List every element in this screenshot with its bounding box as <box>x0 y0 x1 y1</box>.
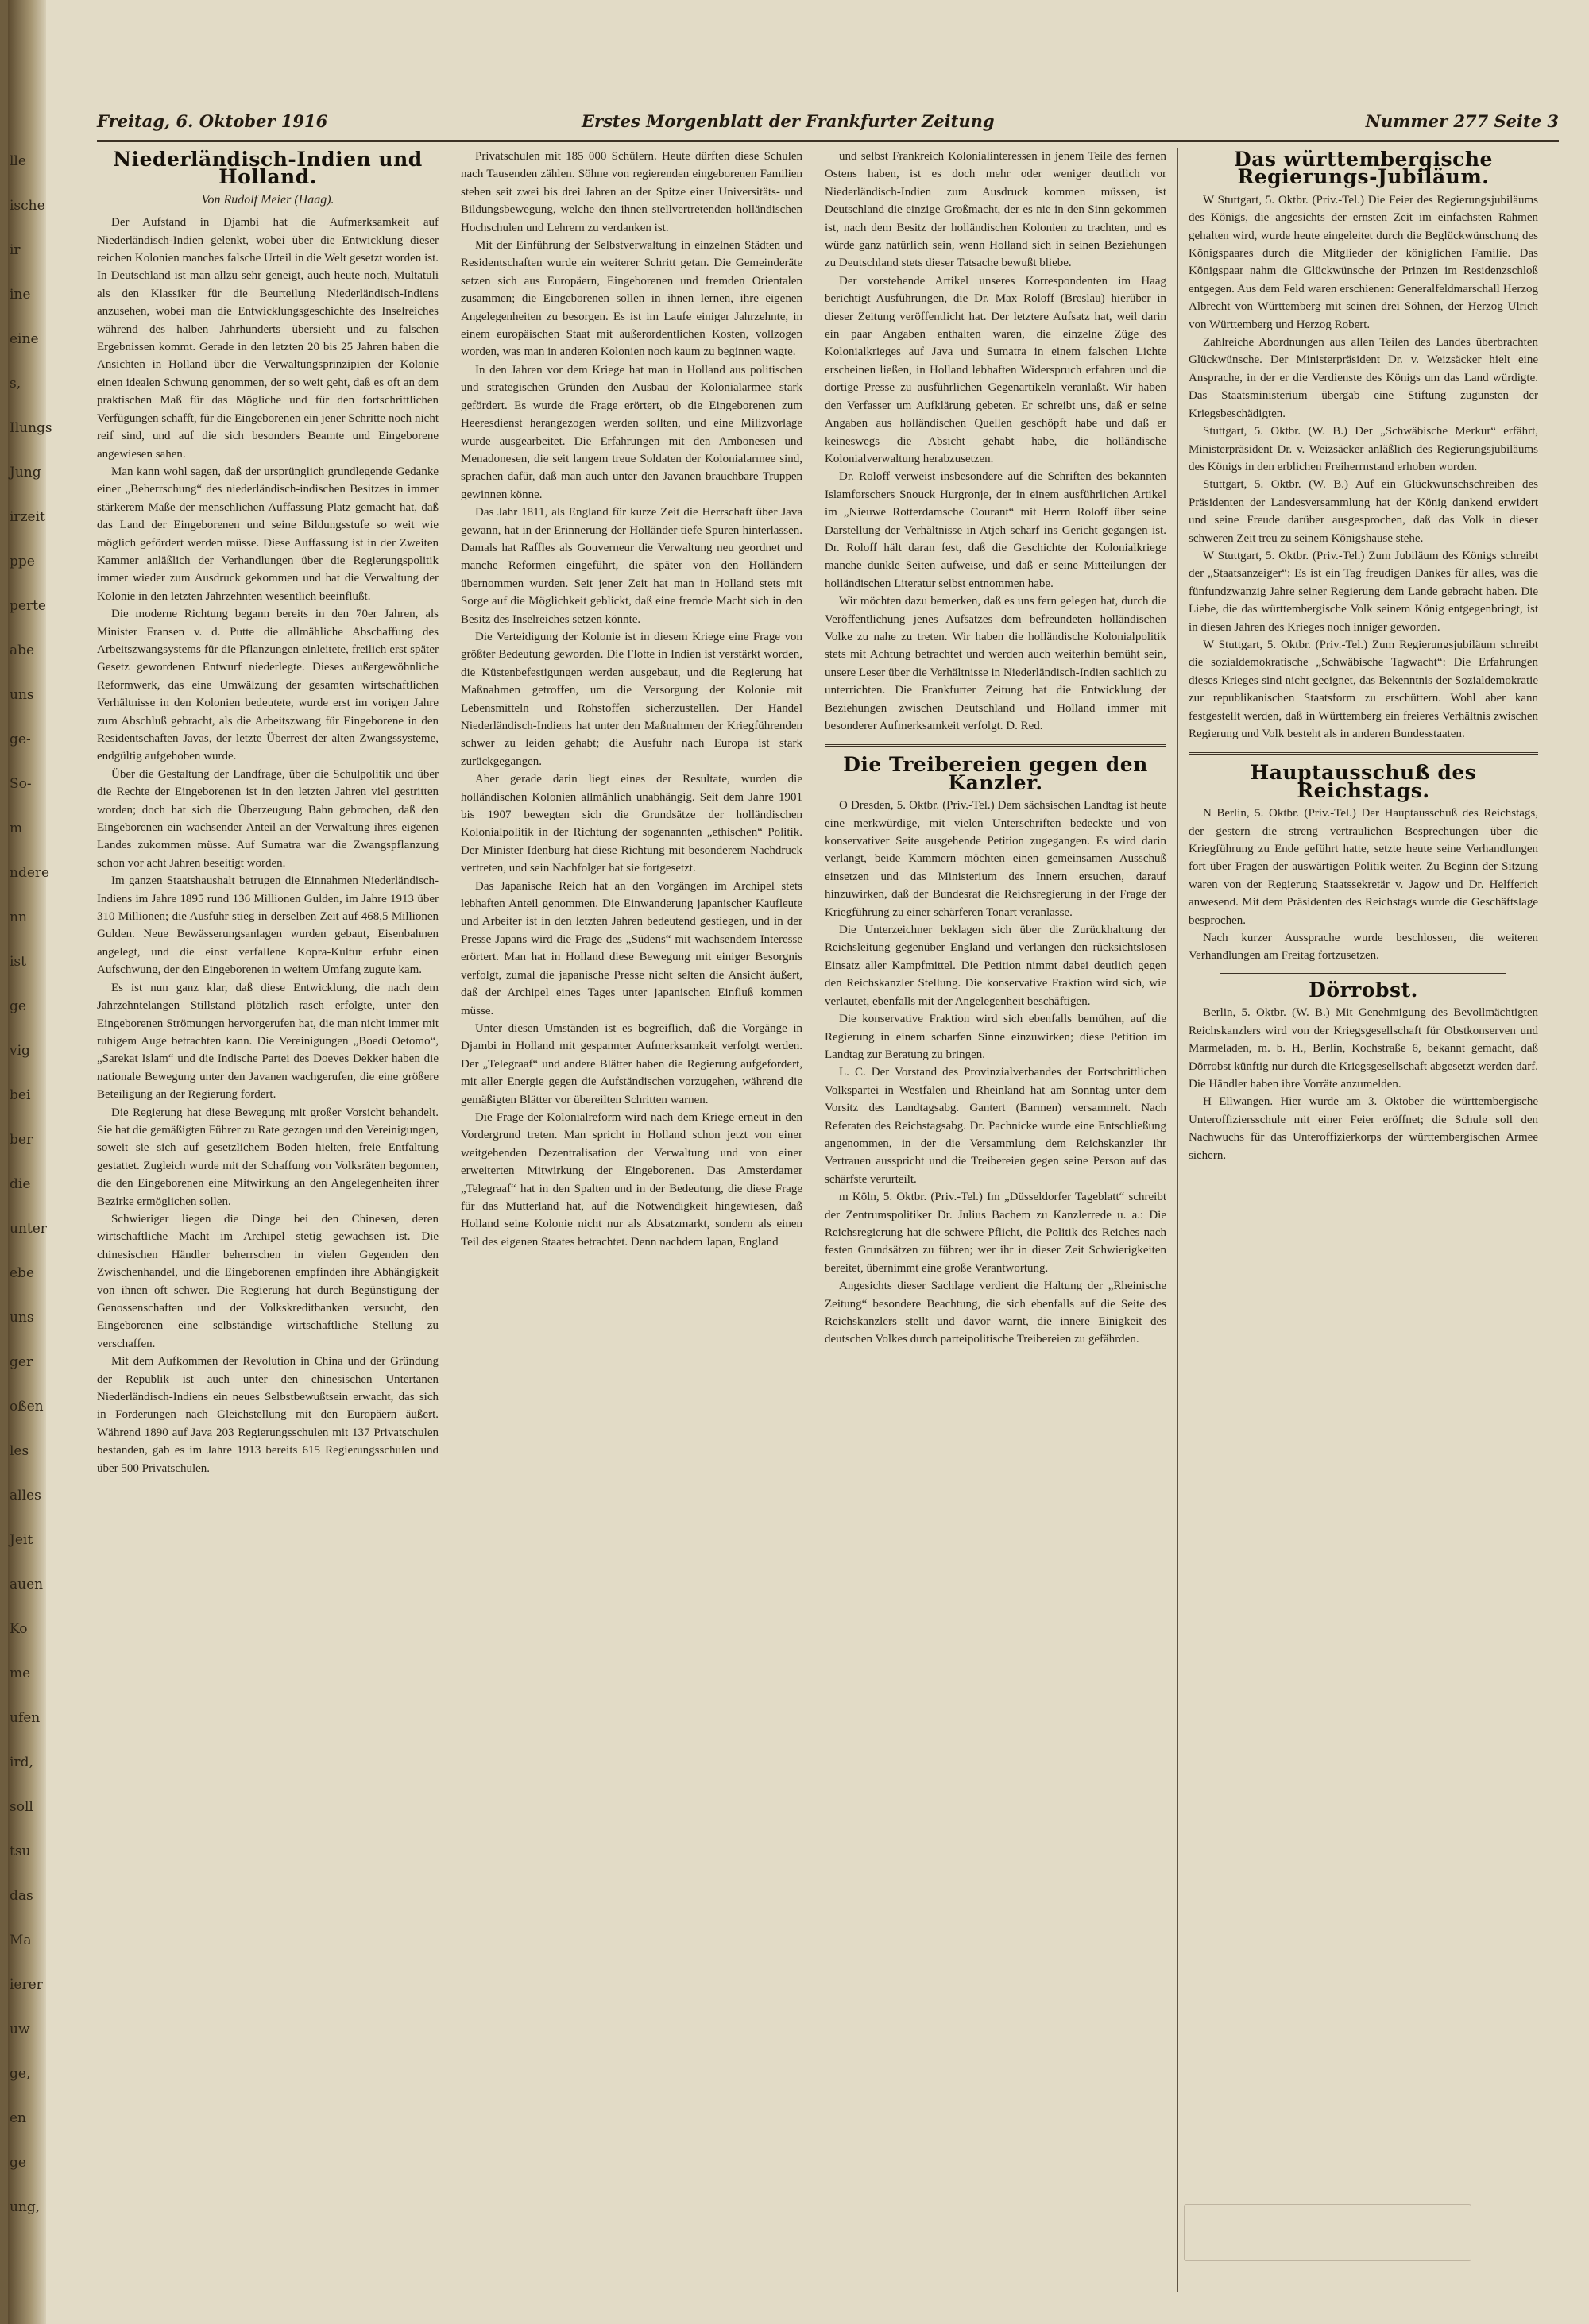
gutter-fragment: ird, <box>10 1755 33 1770</box>
gutter-fragment: Jung <box>10 465 41 481</box>
paragraph: Nach kurzer Aussprache wurde beschlossen, die weiteren Verhandlungen am Freitag fortzusetzen. <box>1189 932 1538 963</box>
gutter-fragment: me <box>10 1666 31 1681</box>
paragraph: Die Unterzeichner beklagen sich über die Zurückhaltung der Reichsleitung gegenüber England und verlangen den rücksichtslosen Einsatz aller Kampfmittel. Die Petition nimmt dabei deutlich gegen den Reichskanzler Stellung. Die konservative Fraktion wird sich, wie verlautet, ebenfalls mit der Angelegenheit beschäftigen. <box>825 924 1166 1008</box>
paragraph: m Köln, 5. Oktbr. (Priv.-Tel.) Im „Düsseldorfer Tageblatt“ schreibt der Zentrumspolitiker Dr. Julius Bachem zu Kanzlerrede u. a.: Die Reichsregierung hat die schwere Pflicht, die Politik des Reiches nach festen Grundsätzen zu führen; wer ihr in dieser Zeit Schwierigkeiten bereitet, übernimmt eine große Verantwortung. <box>825 1191 1166 1275</box>
gutter-fragment: auen <box>10 1577 44 1592</box>
gutter-fragment: ine <box>10 287 31 303</box>
gutter-fragment: ist <box>10 954 26 970</box>
article-headline: Das württembergische Regierungs-Jubiläum. <box>1234 148 1493 189</box>
gutter-fragment: abe <box>10 643 35 658</box>
paragraph: Schwieriger liegen die Dinge bei den Chinesen, deren wirtschaftliche Macht im Archipel stetig gewachsen ist. Die chinesischen Händler beherrschen in vielen Gegenden den Zwischenhandel, und die Eingeborenen empfinden ihre Abhängigkeit von ihnen oft schwer. Die Regierung hat durch Begünstigung der Genossenschaften und der Volkskreditbanken versucht, den Eingeborenen eine selbständige wirtschaftliche Stellung zu verschaffen. <box>97 1212 439 1350</box>
article-body <box>825 797 1166 1349</box>
paragraph: Privatschulen mit 185 000 Schülern. Heute dürften diese Schulen nach Tausenden zählen. Söhne von regierenden eingeborenen Familien stehen seit zwei bis drei Jahren an der Spitze einer Universitäts- und Bildungsbewegung, welche den ihnen stellvertretenden holländischen Hochschulen und Lehrern zu verdanken ist. <box>461 150 802 234</box>
gutter-fragment: en <box>10 2110 27 2126</box>
gutter-fragment: ebe <box>10 1265 35 1281</box>
masthead <box>97 111 1559 142</box>
gutter-fragment: Ko <box>10 1621 28 1637</box>
gutter-fragment: nn <box>10 909 27 925</box>
gutter-fragment: ger <box>10 1354 33 1370</box>
gutter-fragment: irzeit <box>10 509 45 525</box>
gutter-fragment: eine <box>10 331 39 347</box>
gutter-fragment: ge <box>10 2155 26 2171</box>
paragraph: Das Jahr 1811, als England für kurze Zeit die Herrschaft über Java gewann, hat in der Erinnerung der Holländer tiefe Spuren hinterlassen. Damals hat Raffles als Gouverneur die Verwaltung neu geordnet und manche Reformen eingeführt, die später von den Holländern übernommen wurden. Seit jener Zeit hat man in Holland stets mit Sorge auf die Möglichkeit geblickt, daß eine fremde Macht sich in den Besitz des Inselreiches setzen könnte. <box>461 506 802 626</box>
paragraph: Es ist nun ganz klar, daß diese Entwicklung, die nach dem Jahrzehntelangen Stillstand plötzlich rasch erfolgte, unter den Eingeborenen Strömungen hervorgerufen hat, die man nicht immer mit ruhigem Auge betrachten kann. Die Vereinigungen „Boedi Oetomo“, „Sarekat Islam“ und die Indische Partei des Doeves Dekker haben die nationale Bewegung unter den Javanen wachgerufen, die eine größere Beteiligung an der Regierung fordert. <box>97 981 439 1102</box>
article-body <box>825 148 1166 735</box>
gutter-fragment: So- <box>10 776 32 792</box>
gutter-fragment: Ma <box>10 1932 32 1948</box>
gutter-fragment: oßen <box>10 1399 44 1415</box>
paragraph: Dr. Roloff verweist insbesondere auf die Schriften des bekannten Islamforschers Snouck Hurgronje, der in einem ausführlichen Artikel im „Nieuwe Rotterdamsche Courant“ mit Herrn Roloff über seine Darstellung der Verhältnisse in Atjeh scharf ins Gericht gegangen ist. Dr. Roloff hält daran fest, daß die Geschichte der Kolonialkriege manche dunkle Seiten aufweise, und daß er seine Mitteilungen der holländischen Literatur selbst entnommen habe. <box>825 470 1166 590</box>
gutter-fragment: s, <box>10 376 21 392</box>
paragraph: Die konservative Fraktion wird sich ebenfalls bemühen, auf die Regierung in einem scharfen Sinne einzuwirken; diese Petition im Landtag zur Beratung zu bringen. <box>825 1013 1166 1061</box>
paragraph: Aber gerade darin liegt eines der Resultate, wurden die holländischen Kolonien allmählich unabhängig. Seit dem Jahre 1901 bis 1907 bewegten sich die Grundsätze der holländischen Kolonialpolitik in der Richtung der sogenannten „ethischen“ Politik. Der Minister Idenburg hat diese Richtung mit besonderem Nachdruck vertreten, und sein Nachfolger hat sie fortgesetzt. <box>461 773 802 875</box>
paragraph: W Stuttgart, 5. Oktbr. (Priv.-Tel.) Zum Regierungsjubiläum schreibt die sozialdemokratische „Schwäbische Tagwacht“: Die Erfahrungen dieses Krieges sind nicht geeignet, das Bekenntnis der Sozialdemokratie zur republikanischen Staatsform zu erschüttern. Wohl aber kann festgestellt werden, daß in Württemberg ein freieres Verhältnis zwischen Regierung und Volk besteht als in anderen Bundesstaaten. <box>1189 638 1538 740</box>
article-headline: Die Treibereien gegen den Kanzler. <box>843 753 1148 794</box>
paragraph: Die Frage der Kolonialreform wird nach dem Kriege erneut in den Vordergrund treten. Man spricht in Holland schon jetzt von einer weitgehenden Dezentralisation der Verwaltung und von einer erweiterten Mitwirkung der Eingeborenen. Das Amsterdamer „Telegraaf“ hat in den Spalten und in der Bedeutung, die diese Frage für das Mutterland hat, auf die Notwendigkeit hingewiesen, daß Holland seine Kolonie nicht nur als Absatzmarkt, sondern als einen Teil des eigenen Staates betrachtet. Denn nachdem Japan, England <box>461 1110 802 1249</box>
paragraph: Der Aufstand in Djambi hat die Aufmerksamkeit auf Niederländisch-Indien gelenkt, wobei über die Entwicklung dieser reichen Kolonien manches falsche Urteil in die Welt gesetzt worden ist. In Deutschland ist man allzu sehr geneigt, auch heute noch, Multatuli als den Klassiker für die Beurteilung Niederländisch-Indiens anzusehen, wobei man die Entwicklungsgeschichte des Inselreiches während des halben Jahrhunderts übersieht und zu falschen Ergebnissen kommt. Gerade in den letzten 20 bis 25 Jahren haben die Ansichten in Holland über die Verwaltungsprinzipien der Kolonie einen idealen Schwung genommen, der so weit geht, daß es oft an dem praktischen Maß für das Mögliche und für den fortschrittlichen Verfügungen schafft, für die Eingeborenen ein jener Schritte noch nicht reif sind, und auf die sich besonders Beamte und Eingeborene angewiesen sahen. <box>97 216 439 461</box>
paragraph: Der vorstehende Artikel unseres Korrespondenten im Haag berichtigt Ausführungen, die Dr. Max Roloff (Breslau) hierüber in dieser Zeitung veröffentlicht hat. Der letztere Aufsatz hat, weil darin ein paar Angaben enthalten waren, die einzelne Züge des Kolonialkrieges auf Java und Sumatra in einem falschen Lichte erscheinen ließen, in Holland lebhaften Widerspruch erfahren und die dortige Presse zu ausführlichen Gegenartikeln veranlaßt. Wir haben den Verfasser um Aufklärung gebeten. Er schreibt uns, daß er seine Angaben aus holländischen Quellen geschöpft habe und daß er keineswegs die Absicht gehabt habe, die holländische Kolonialverwaltung herabzusetzen. <box>825 274 1166 465</box>
gutter-fragment: unter <box>10 1221 47 1237</box>
paragraph: W Stuttgart, 5. Oktbr. (Priv.-Tel.) Die Feier des Regierungsjubiläums des Königs, die angesichts der ernsten Zeit im einfachsten Rahmen gehalten wird, wurde heute eingeleitet durch die Beglückwünschung des Königspaares durch die Mitglieder der königlichen Familie. Das Königspaar nahm die Glückwünsche der Prinzen im Residenzschloß entgegen. Aus dem Feld waren erschienen: Generalfeldmarschall Herzog Albrecht von Württemberg mit seinen drei Söhnen, der Herzog Ulrich von Württemberg und Herzog Robert. <box>1189 193 1538 331</box>
paragraph: Das Japanische Reich hat an den Vorgängen im Archipel stets lebhaften Anteil genommen. Die Einwanderung japanischer Kaufleute und Arbeiter ist in den letzten Jahren bedeutend gestiegen, und in der Presse Japans wird die Frage des „Südens“ mit wachsendem Interesse erörtert. Man hat in Holland diese Bewegung mit einiger Besorgnis verfolgt, zumal die japanische Presse nicht selten die Ansicht äußert, daß der Archipel eines Tages unter japanischen Einfluß kommen müsse. <box>461 879 802 1017</box>
article-headline: Niederländisch-Indien und Holland. <box>113 148 423 189</box>
article-body <box>97 214 439 1477</box>
gutter-fragment: uns <box>10 1310 34 1326</box>
gutter-fragment: alles <box>10 1488 41 1504</box>
masthead-date: Freitag, 6. Oktober 1916 <box>97 111 328 131</box>
paragraph: Die moderne Richtung begann bereits in den 70er Jahren, als Minister Fransen v. d. Putte die allmähliche Abschaffung des Arbeitszwangsystems für die Pflanzungen einleitete, freilich erst später Gesetz gewordenen Entwurf niederlegte. Dieses außergewöhnliche Reformwerk, das eine Umwälzung der gesamten wirtschaftlichen Verhältnisse in den Kolonien bedeutete, wurde erst im vorigen Jahre zum Abschluß gebracht, als die Arbeitszwang für Eingeborene in den Residentschaften Javas, der letzte Überrest der alten Zwangssysteme, endgültig aufgehoben wurde. <box>97 608 439 763</box>
paragraph: Man kann wohl sagen, daß der ursprünglich grundlegende Gedanke einer „Beherrschung“ des niederländisch-indischen Besitzes in immer stärkerem Maße der menschlichen Auffassung Platz gemacht hat, daß das Land der Eingeborenen und seine Bildungsstufe so weit wie möglich gefördert werden müsse. Diese Auffassung ist in der Zweiten Kammer anläßlich der Verhandlungen über die Regierungspolitik immer wieder zum Ausdruck gekommen und hat die Verwaltung der Kolonie in den letzten Jahrzehnten wesentlich beeinflußt. <box>97 465 439 603</box>
gutter-fragment: vig <box>10 1043 30 1059</box>
gutter-fragment: uw <box>10 2021 30 2037</box>
gutter-fragment: ierer <box>10 1977 43 1993</box>
gutter-fragment: das <box>10 1888 33 1904</box>
gutter-fragment: ber <box>10 1132 33 1148</box>
gutter-fragment: lle <box>10 153 26 169</box>
paragraph: Zahlreiche Abordnungen aus allen Teilen des Landes überbrachten Glückwünsche. Der Ministerpräsident Dr. v. Weizsäcker hielt eine Ansprache, in der er die Verdienste des Königs um das Land würdigte. Das Staatsministerium übergab eine Stiftung zugunsten der Kriegsbeschädigten. <box>1189 336 1538 420</box>
paragraph: L. C. Der Vorstand des Provinzialverbandes der Fortschrittlichen Volkspartei in Westfalen und Rheinland hat am Sonntag unter dem Vorsitz des Landtagsabg. Gantert (Barmen) versammelt. Nach Referaten des Reichstagsabg. Dr. Pachnicke wurde eine Entschließung angenommen, in der die Versammlung dem Reichskanzler ihr Vertrauen ausspricht und die Treibereien gegen seine Person auf das schärfste verurteilt. <box>825 1066 1166 1186</box>
paragraph: Die Regierung hat diese Bewegung mit großer Vorsicht behandelt. Sie hat die gemäßigten Führer zu Rate gezogen und den Vereinigungen, soweit sie sich auf gesetzlichem Boden hielten, freie Entfaltung gestattet. Zugleich wurde mit der Schaffung von Volksräten begonnen, die den Eingeborenen eine Mitwirkung an den Angelegenheiten ihrer Bezirke ermöglichen sollen. <box>97 1106 439 1208</box>
gutter-fragment: ufen <box>10 1710 41 1726</box>
gutter-fragment: les <box>10 1443 29 1459</box>
article-body <box>1189 1004 1538 1164</box>
section-rule <box>1189 752 1538 755</box>
section-rule <box>1220 973 1506 974</box>
article-body <box>1189 805 1538 965</box>
section-rule <box>825 744 1166 747</box>
gutter-fragment: die <box>10 1176 31 1192</box>
paragraph: Unter diesen Umständen ist es begreiflich, daß die Vorgänge in Djambi in Holland mit gespannter Aufmerksamkeit verfolgt werden. Der „Telegraaf“ und andere Blätter haben die Regierung aufgefordert, mit aller Energie gegen die Aufständischen vorzugehen, während die gemäßigten Blätter vor übereilten Schritten warnen. <box>461 1021 802 1106</box>
paragraph: Im ganzen Staatshaushalt betrugen die Einnahmen Niederländisch-Indiens im Jahre 1895 rund 136 Millionen Gulden, im Jahre 1913 über 310 Millionen; die Ausfuhr stieg in derselben Zeit auf 468,5 Millionen Gulden. Neue Bewässerungsanlagen wurden gebaut, Eisenbahnen angelegt, und die einst verfallene Kopra-Kultur erfuhr einen Aufschwung, der den Eingeborenen in weitem Umfang zugute kam. <box>97 874 439 977</box>
paragraph: H Ellwangen. Hier wurde am 3. Oktober die württembergische Unteroffiziersschule mit einer Feier eröffnet; die Schule soll den Nachwuchs für das Unteroffizierkorps der württembergischen Armee sichern. <box>1189 1095 1538 1162</box>
paragraph: Angesichts dieser Sachlage verdient die Haltung der „Rheinische Zeitung“ besondere Beachtung, die sich ebenfalls auf die Seite des Reichskanzlers stellt und davor warnt, die innere Einigkeit des deutschen Volkes durch parteipolitische Treibereien zu gefährden. <box>825 1280 1166 1346</box>
paragraph: und selbst Frankreich Kolonialinteressen in jenem Teile des fernen Ostens haben, ist es doch mehr oder weniger deutlich vor Niederländisch-Indien zum Ausdruck kommen müssen, ist Deutschland die einzige Großmacht, der es nie in den Sinn gekommen ist, nach dem Besitz der holländischen Kolonien zu trachten, und es würde ganz natürlich sein, wenn Holland sich in seinen Beziehungen zu Deutschland stets dieser Tatsache bewußt bliebe. <box>825 150 1166 270</box>
gutter-fragment: soll <box>10 1799 33 1815</box>
gutter-fragment: ge, <box>10 2066 31 2082</box>
gutter-fragment: bei <box>10 1087 31 1103</box>
paragraph: N Berlin, 5. Oktbr. (Priv.-Tel.) Der Hauptausschuß des Reichstags, der gestern die streng vertraulichen Besprechungen über die Kriegführung zu Ende geführt hatte, setzte heute seine Verhandlungen fort über Fragen der auswärtigen Politik weiter. Zu Beginn der Sitzung waren von der Regierung Staatssekretär v. Jagow und Dr. Helfferich anwesend. Mit dem Präsidenten des Reichstags wurde die Geschäftslage besprochen. <box>1189 807 1538 927</box>
column-2 <box>461 148 802 2292</box>
gutter-fragment: ge <box>10 998 26 1014</box>
gutter-fragment: perte <box>10 598 46 614</box>
gutter-fragment: ppe <box>10 554 35 569</box>
gutter-fragment: ung, <box>10 2199 41 2215</box>
masthead-issue: Nummer 277 Seite 3 <box>1365 111 1559 131</box>
paragraph: O Dresden, 5. Oktbr. (Priv.-Tel.) Dem sächsischen Landtag ist heute eine merkwürdige, mit vielen Unterschriften bedeckte und von konservativer Seite ausgehende Petition zugegangen. Es wird darin verlangt, beide Kammern möchten einen gemeinsamen Ausschuß einsetzen und das Ministerium des Innern ersuchen, darauf hinzuwirken, daß der Bundesrat die Reichsregierung in der Frage der Kriegführung zu einer schärferen Tonart veranlasse. <box>825 799 1166 919</box>
article-body <box>461 148 802 1251</box>
article-headline: Dörrobst. <box>1309 978 1418 1002</box>
paragraph: Stuttgart, 5. Oktbr. (W. B.) Auf ein Glückwunschschreiben des Präsidenten der Landesversammlung hat der König dankend erwidert und seine Freude darüber ausgesprochen, daß das Volk in dieser schweren Zeit treu zu seinem Königshause stehe. <box>1189 478 1538 545</box>
column-3 <box>825 148 1166 2292</box>
gutter-fragment: Jeit <box>10 1532 33 1548</box>
article-body <box>1189 191 1538 743</box>
paragraph: Wir möchten dazu bemerken, daß es uns fern gelegen hat, durch die Veröffentlichung jenes Aufsatzes dem befreundeten holländischen Volke zu nahe zu treten. Wir haben die holländische Kolonialpolitik stets mit Achtung betrachtet und werden auch weiterhin bemüht sein, unsere Leser über die Verhältnisse in Niederländisch-Indien sachlich zu unterrichten. Die Frankfurter Zeitung hat die Entwicklung der Beziehungen zwischen Deutschland und Holland immer mit besonderer Aufmerksamkeit verfolgt. D. Red. <box>825 595 1166 732</box>
adjacent-page-edge <box>8 0 52 2324</box>
masthead-title: Erstes Morgenblatt der Frankfurter Zeitung <box>582 111 995 131</box>
column-4 <box>1189 148 1538 2292</box>
column-divider <box>1177 148 1178 2292</box>
gutter-fragment: uns <box>10 687 34 703</box>
paragraph: Mit dem Aufkommen der Revolution in China und der Gründung der Republik ist auch unter den chinesischen Untertanen Niederländisch-Indiens ein neues Selbstbewußtsein erwacht, das sich in Forderungen nach Gleichstellung mit den Europäern äußert. Während 1890 auf Java 203 Regierungsschulen mit 137 Privatschulen bestanden, gab es im Jahre 1913 bereits 615 Regierungsschulen und über 500 Privatschulen. <box>97 1355 439 1475</box>
gutter-fragment: m <box>10 820 23 836</box>
article-headline: Hauptausschuß des Reichstags. <box>1250 761 1477 802</box>
newspaper-page <box>8 0 1589 2324</box>
article-byline: Von Rudolf Meier (Haag). <box>201 192 334 207</box>
paragraph: Berlin, 5. Oktbr. (W. B.) Mit Genehmigung des Bevollmächtigten Reichskanzlers wird von der Kriegsgesellschaft für Obstkonserven und Marmeladen, m. b. H., Berlin, Kochstraße 6, bekannt gemacht, daß Dörrobst künftig nur durch die Kriegsgesellschaft abgesetzt werden darf. Die Händler haben ihre Vorräte anzumelden. <box>1189 1006 1538 1091</box>
column-1 <box>97 148 439 2292</box>
gutter-fragment: ndere <box>10 865 50 881</box>
gutter-fragment: ir <box>10 242 21 258</box>
gutter-fragment: ge- <box>10 732 31 747</box>
paragraph: Mit der Einführung der Selbstverwaltung in einzelnen Städten und Residentschaften wurde ein weiterer Schritt getan. Die Gemeinderäte setzen sich aus Europäern, Eingeborenen und fremden Orientalen zusammen; die Eingeborenen sollen in ihnen lernen, ihre eigenen Angelegenheiten zu besorgen. Es ist im Laufe einiger Jahrzehnte, in einem europäischen Staat mit außerordentlichen Kosten, vollzogen worden, was man in anderen Kolonien noch kaum zu beginnen wagte. <box>461 239 802 359</box>
paragraph: Stuttgart, 5. Oktbr. (W. B.) Der „Schwäbische Merkur“ erfährt, Ministerpräsident Dr. v. Weizsäcker anläßlich des Regierungsjubiläums des Königs in den erblichen Freiherrnstand erhoben worden. <box>1189 425 1538 473</box>
paragraph: Über die Gestaltung der Landfrage, über die Schulpolitik und über die Rechte der Eingeborenen ist in den letzten Jahren viel gestritten worden; doch hat sich die Überzeugung Bahn gebrochen, daß den Eingeborenen ein wachsender Anteil an der Verwaltung ihres eigenen Landes zukommen müsse. Auf Sumatra war die Zwangspflanzung schon vor acht Jahren beseitigt worden. <box>97 767 439 870</box>
gutter-fragment: tsu <box>10 1843 31 1859</box>
paragraph: Die Verteidigung der Kolonie ist in diesem Kriege eine Frage von größter Bedeutung geworden. Die Flotte in Indien ist verstärkt worden, die Küstenbefestigungen werden ausgebaut, und die Regierung hat Maßnahmen getroffen, um die Versorgung der Kolonie mit Lebensmitteln und Rohstoffen sicherzustellen. Der Handel Niederländisch-Indiens hat unter den Maßnahmen der Kriegführenden schwer zu leiden gehabt; die Ausfuhr nach Europa ist stark zurückgegangen. <box>461 630 802 768</box>
gutter-fragment: ische <box>10 198 45 214</box>
paragraph: In den Jahren vor dem Kriege hat man in Holland aus politischen und strategischen Gründen den Ausbau der Kolonialarmee stark gefördert. Es wurde die Frage erörtert, ob die Eingeborenen zum Heeresdienst herangezogen werden sollten, und eine Milizvorlage wurde ausgearbeitet. Die Erfahrungen mit den Ambonesen und Menadonesen, die seit langem treue Soldaten der Kolonialarmee sind, sprachen dafür, daß man auch unter den Javanen brauchbare Truppen gewinnen könne. <box>461 363 802 501</box>
archive-stamp <box>1184 2204 1471 2261</box>
gutter-fragment: Ilungs <box>10 420 52 436</box>
paragraph: W Stuttgart, 5. Oktbr. (Priv.-Tel.) Zum Jubiläum des Königs schreibt der „Staatsanzeiger“: Es ist ein Tag freudigen Dankes für alles, was die fünfundzwanzig Jahre seiner Regierung dem Lande gebracht haben. Die Liebe, die das württembergische Volk seinem König entgegenbringt, ist in diesen Jahren des Krieges noch inniger geworden. <box>1189 549 1538 634</box>
